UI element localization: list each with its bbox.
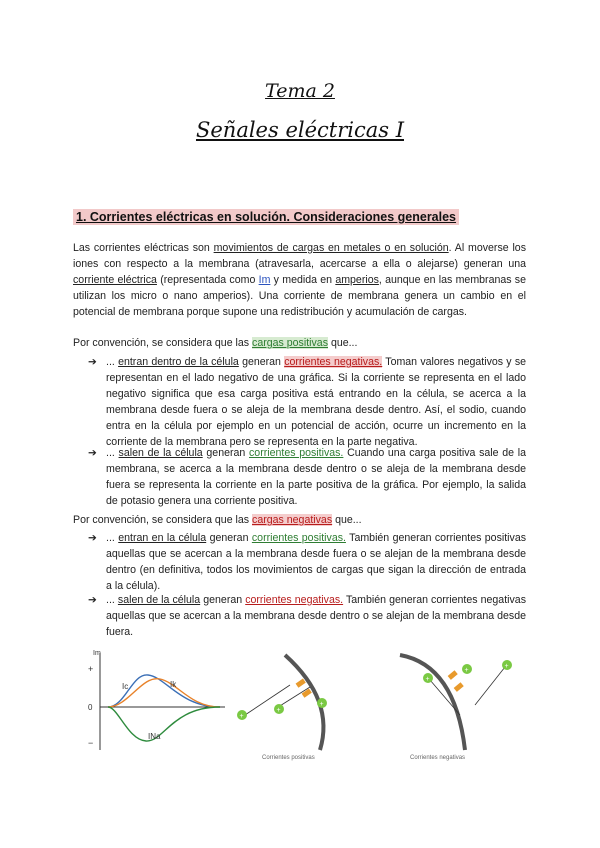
svg-text:+: +	[504, 663, 509, 670]
convention-positive: Por convención, se considera que las cargas positivas que...	[73, 337, 358, 349]
bullet-item: ➔ ... entran dentro de la célula generan corrientes negativas. Toman valores negativos y se representan en el lado negativo de una gráfica. Si la corriente se representa en el lado negativo significa que esa carga positiva está entrando en la célula, se acerca a la membrana desde fuera o se aleja de la membrana desde dentro. Así, el sodio, cuando entra en la célula por ejemplo en un potencial de acción, ocurre un incremento en la corriente de la membrana pero se representa en la parte negativa.	[88, 356, 527, 448]
page-title: Tema 2	[265, 80, 335, 102]
minus-label: −	[88, 738, 94, 748]
svg-text:+: +	[276, 707, 281, 714]
bullet-item: ➔ ... salen de la célula generan corrientes positivas. Cuando una carga positiva sale de la membrana, se acerca a la membrana desde dentro o se aleja de la membrana desde fuera se representa la corriente en la parte positiva de la gráfica. Por ejemplo, la salida de potasio genera una corriente positiva.	[88, 447, 526, 507]
ion-channel	[296, 678, 306, 687]
ion-channel	[454, 682, 464, 692]
bullet-item: ➔ ... entran en la célula generan corrientes positivas. También generan corrientes positivas aquellas que se acercan a la membrana desde fuera o se alejan de la membrana desde dentro (en definitiva, todos los movimientos de cargas que sigan la dirección de entrada a la célula).	[88, 532, 527, 592]
page-subtitle: Señales eléctricas I	[195, 118, 404, 142]
membrane	[400, 655, 465, 750]
plus-label: +	[88, 664, 94, 674]
y-axis-label: Im	[93, 650, 101, 657]
arrow-icon: ➔	[88, 356, 97, 368]
ik-label: Ik	[170, 680, 177, 689]
intro-paragraph: Las corrientes eléctricas son movimientos de cargas en metales o en solución. Al moverse los iones con respecto a la membrana (atravesarla, acercarse a ella o alejarse) generan una corriente eléctrica (representada como Im y medida en amperios, aunque en las membranas se utilizan los micro o nano amperios). Una corriente de membrana genera un cambio en el potencial de membrana porque supone una redistribución y acumulación de cargas.	[73, 242, 526, 318]
arrow-icon: ➔	[88, 532, 97, 544]
arrow-icon: ➔	[88, 447, 97, 459]
negative-currents-diagram	[400, 655, 512, 761]
ina-curve	[108, 707, 220, 741]
current-graph	[88, 650, 225, 750]
arrow-icon: ➔	[88, 594, 97, 606]
negative-caption: Corrientes negativas	[410, 755, 466, 761]
svg-text:+: +	[319, 701, 324, 708]
svg-text:+: +	[464, 667, 469, 674]
positive-caption: Corrientes positivas	[262, 755, 315, 761]
membrane-currents-figure	[80, 645, 520, 765]
ion-channel	[302, 688, 312, 697]
ina-label: INa	[148, 732, 161, 741]
positive-currents-diagram	[237, 655, 327, 761]
svg-text:+: +	[239, 713, 244, 720]
ic-label: Ic	[122, 682, 129, 691]
zero-label: 0	[88, 703, 93, 712]
svg-text:+: +	[425, 676, 430, 683]
arrow-line	[475, 667, 505, 705]
convention-negative: Por convención, se considera que las cargas negativas que...	[73, 514, 362, 526]
section-heading: 1. Corrientes eléctricas en solución. Consideraciones generales	[73, 209, 459, 225]
ion-channel	[448, 670, 458, 680]
bullet-item: ➔ ... salen de la célula generan corrientes negativas. También generan corrientes negativas aquellas que se acercan a la membrana desde dentro o se alejan de la membrana desde fuera.	[88, 594, 526, 638]
